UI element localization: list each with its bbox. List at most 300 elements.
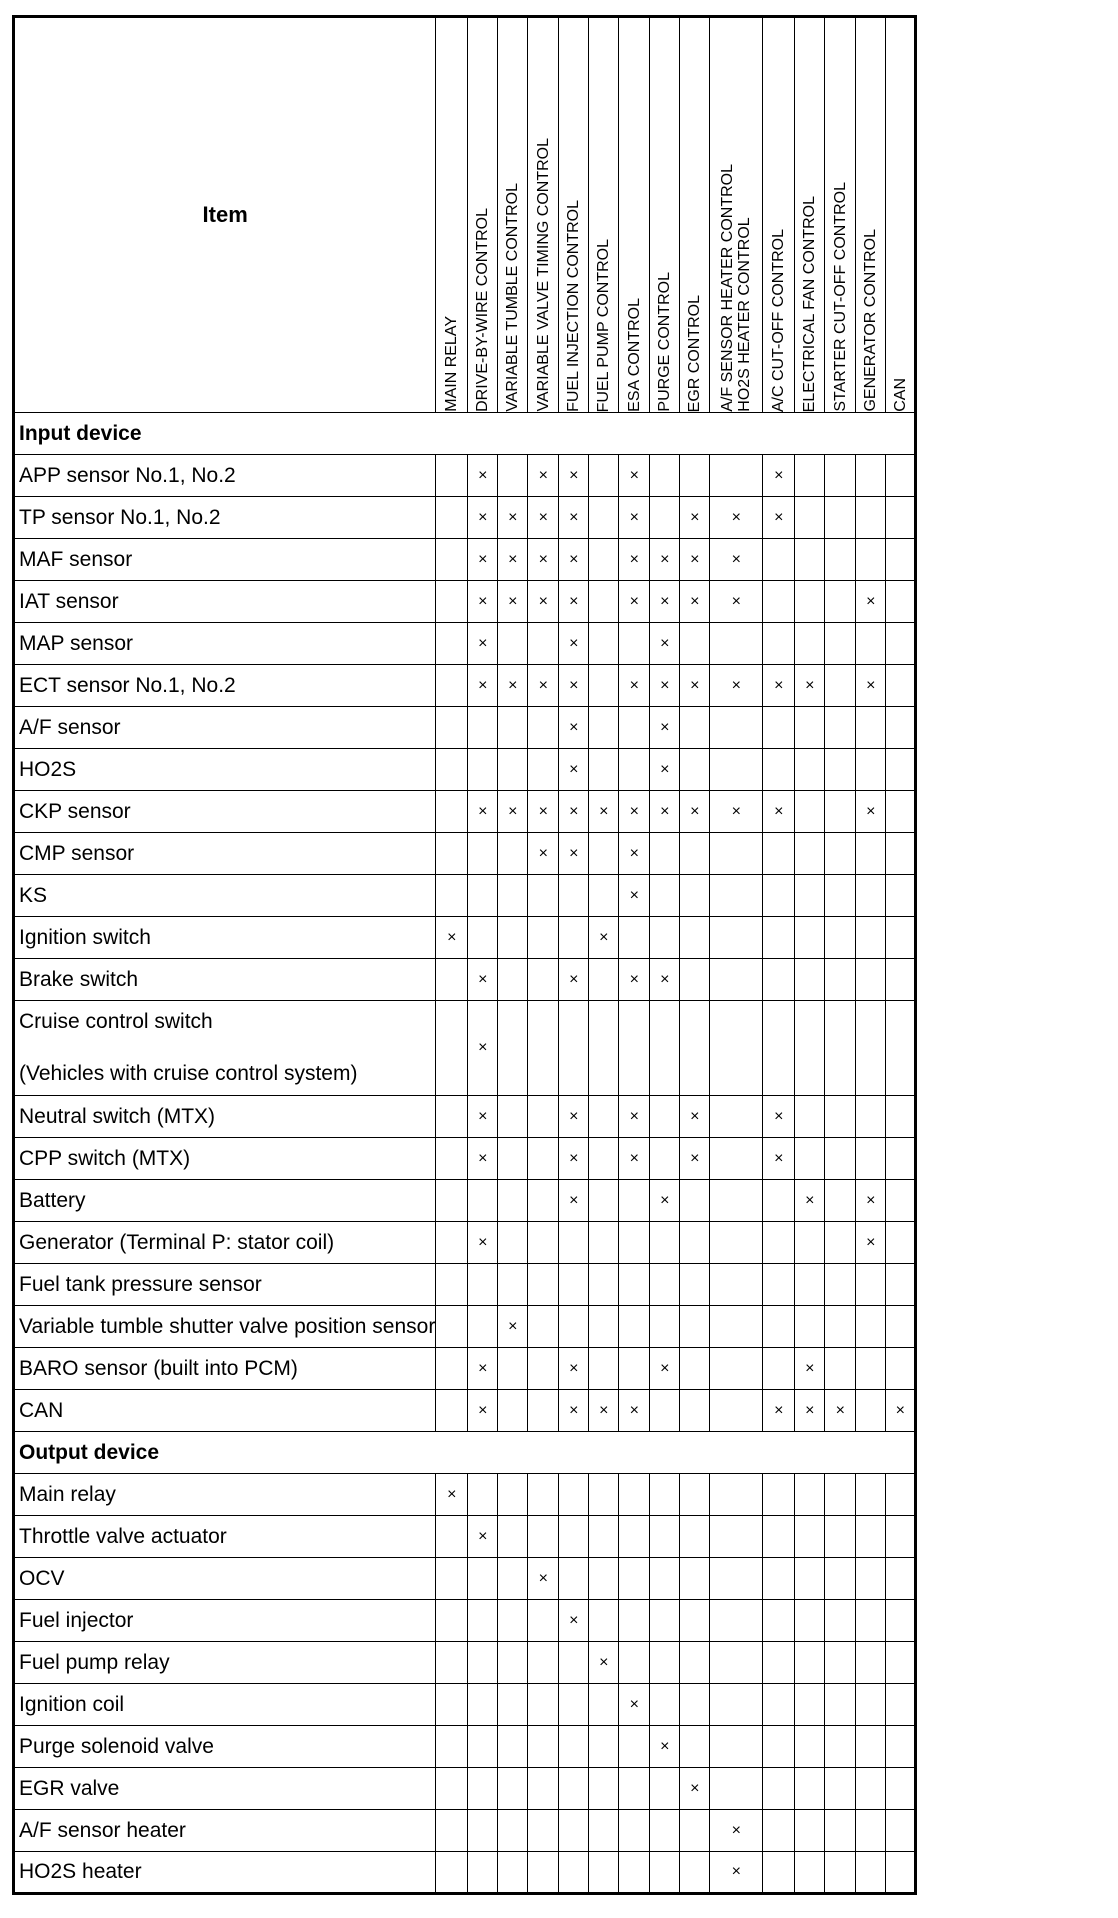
matrix-cell <box>825 1642 856 1684</box>
matrix-cell <box>619 707 650 749</box>
matrix-cell <box>825 707 856 749</box>
matrix-cell <box>559 623 589 665</box>
row-label-cell <box>14 1516 436 1558</box>
control-matrix-table <box>12 15 917 1895</box>
matrix-cell <box>528 1600 559 1642</box>
row-label-note: (Vehicles with cruise control system) <box>19 1062 358 1085</box>
row-label-cell <box>14 749 436 791</box>
table-row <box>14 1222 916 1264</box>
matrix-cell <box>710 749 763 791</box>
matrix-cell <box>498 1558 528 1600</box>
matrix-cell <box>825 1726 856 1768</box>
matrix-cell <box>680 1852 710 1894</box>
matrix-cell <box>795 1726 825 1768</box>
matrix-cell <box>619 1726 650 1768</box>
matrix-cell <box>825 1096 856 1138</box>
matrix-cell <box>856 1390 886 1432</box>
applies-mark: × <box>478 970 488 988</box>
matrix-cell <box>825 875 856 917</box>
table-row <box>14 581 916 623</box>
table-row <box>14 875 916 917</box>
matrix-cell <box>528 665 559 707</box>
matrix-cell <box>680 1180 710 1222</box>
matrix-cell <box>650 1222 680 1264</box>
applies-mark: × <box>599 1653 609 1671</box>
matrix-cell <box>436 1516 468 1558</box>
matrix-cell <box>468 1306 498 1348</box>
matrix-cell <box>468 1264 498 1306</box>
matrix-cell <box>589 917 619 959</box>
row-label: TP sensor No.1, No.2 <box>19 505 221 529</box>
matrix-cell <box>795 749 825 791</box>
matrix-cell <box>528 455 559 497</box>
table-row <box>14 1348 916 1390</box>
applies-mark: × <box>447 928 457 946</box>
matrix-cell <box>559 1138 589 1180</box>
applies-mark: × <box>731 1821 742 1839</box>
matrix-cell <box>589 1852 619 1894</box>
matrix-cell <box>619 1390 650 1432</box>
matrix-cell <box>886 1516 916 1558</box>
matrix-cell <box>468 1516 498 1558</box>
matrix-cell <box>436 1768 468 1810</box>
row-label: Generator (Terminal P: stator coil) <box>19 1230 335 1254</box>
row-label-cell <box>14 1726 436 1768</box>
matrix-cell <box>528 1222 559 1264</box>
applies-mark: × <box>569 508 579 526</box>
applies-mark: × <box>478 1233 488 1251</box>
matrix-cell <box>559 1348 589 1390</box>
matrix-cell <box>856 707 886 749</box>
matrix-cell <box>680 1684 710 1726</box>
matrix-cell <box>619 1222 650 1264</box>
matrix-cell <box>498 1180 528 1222</box>
row-label: A/F sensor heater <box>19 1818 186 1842</box>
matrix-cell <box>825 581 856 623</box>
matrix-cell <box>710 539 763 581</box>
matrix-cell <box>856 1180 886 1222</box>
matrix-cell <box>528 749 559 791</box>
matrix-cell <box>619 1768 650 1810</box>
matrix-cell <box>589 1390 619 1432</box>
column-header-label: ELECTRICAL FAN CONTROL <box>801 195 819 412</box>
matrix-cell <box>710 1264 763 1306</box>
matrix-cell <box>468 1001 498 1096</box>
matrix-cell <box>886 1180 916 1222</box>
matrix-cell <box>589 1264 619 1306</box>
matrix-cell <box>825 1306 856 1348</box>
matrix-cell <box>528 1726 559 1768</box>
matrix-cell <box>795 1684 825 1726</box>
matrix-cell <box>559 1222 589 1264</box>
matrix-cell <box>436 1138 468 1180</box>
matrix-cell <box>468 1558 498 1600</box>
matrix-cell <box>680 1138 710 1180</box>
matrix-cell <box>619 1474 650 1516</box>
matrix-cell <box>795 497 825 539</box>
matrix-cell <box>795 833 825 875</box>
applies-mark: × <box>569 1611 579 1629</box>
matrix-cell <box>650 917 680 959</box>
matrix-cell <box>710 1001 763 1096</box>
column-header <box>680 17 710 413</box>
row-label-cell <box>14 1306 436 1348</box>
applies-mark: × <box>660 1737 670 1755</box>
table-row <box>14 1516 916 1558</box>
matrix-cell <box>436 875 468 917</box>
matrix-cell <box>650 1516 680 1558</box>
matrix-cell <box>498 1516 528 1558</box>
matrix-cell <box>763 1138 795 1180</box>
matrix-cell <box>436 1600 468 1642</box>
matrix-cell <box>589 1642 619 1684</box>
matrix-cell <box>856 1516 886 1558</box>
table-row <box>14 791 916 833</box>
row-label-cell <box>14 1474 436 1516</box>
matrix-cell <box>825 1768 856 1810</box>
matrix-cell <box>619 875 650 917</box>
matrix-cell <box>436 1180 468 1222</box>
row-label: Ignition switch <box>19 925 151 949</box>
applies-mark: × <box>569 760 579 778</box>
matrix-cell <box>680 1306 710 1348</box>
matrix-cell <box>763 497 795 539</box>
column-header-label: STARTER CUT-OFF CONTROL <box>831 182 849 412</box>
matrix-cell <box>589 539 619 581</box>
matrix-cell <box>559 959 589 1001</box>
matrix-cell <box>856 1264 886 1306</box>
matrix-cell <box>559 455 589 497</box>
matrix-cell <box>528 1684 559 1726</box>
matrix-cell <box>498 1306 528 1348</box>
matrix-cell <box>619 623 650 665</box>
matrix-cell <box>710 1684 763 1726</box>
matrix-cell <box>680 1096 710 1138</box>
applies-mark: × <box>629 844 640 862</box>
matrix-cell <box>498 1684 528 1726</box>
matrix-cell <box>795 1222 825 1264</box>
matrix-cell <box>886 959 916 1001</box>
matrix-cell <box>619 1852 650 1894</box>
matrix-cell <box>619 791 650 833</box>
matrix-cell <box>763 623 795 665</box>
matrix-cell <box>498 1138 528 1180</box>
section-title: Output device <box>14 1432 916 1474</box>
matrix-cell <box>680 1222 710 1264</box>
matrix-cell <box>528 1810 559 1852</box>
row-label-cell <box>14 833 436 875</box>
matrix-cell <box>680 1600 710 1642</box>
row-label-cell <box>14 1222 436 1264</box>
table-row <box>14 833 916 875</box>
matrix-cell <box>856 917 886 959</box>
matrix-cell <box>763 1810 795 1852</box>
matrix-cell <box>498 1642 528 1684</box>
matrix-cell <box>856 1306 886 1348</box>
matrix-cell <box>886 1642 916 1684</box>
matrix-cell <box>650 1684 680 1726</box>
matrix-cell <box>436 581 468 623</box>
matrix-cell <box>795 1306 825 1348</box>
matrix-cell <box>619 1810 650 1852</box>
matrix-cell <box>710 665 763 707</box>
matrix-cell <box>559 1474 589 1516</box>
matrix-cell <box>763 1264 795 1306</box>
matrix-cell <box>528 1642 559 1684</box>
matrix-cell <box>763 1768 795 1810</box>
matrix-cell <box>763 1642 795 1684</box>
matrix-cell <box>680 1264 710 1306</box>
matrix-cell <box>710 1852 763 1894</box>
matrix-cell <box>468 1600 498 1642</box>
matrix-cell <box>559 1390 589 1432</box>
matrix-cell <box>710 1600 763 1642</box>
applies-mark: × <box>508 508 518 526</box>
column-header <box>886 17 916 413</box>
row-label-cell <box>14 959 436 1001</box>
applies-mark: × <box>774 802 784 820</box>
matrix-cell <box>619 1180 650 1222</box>
applies-mark: × <box>660 676 670 694</box>
table-row <box>14 1600 916 1642</box>
matrix-cell <box>856 1558 886 1600</box>
table-row <box>14 1684 916 1726</box>
matrix-cell <box>825 1001 856 1096</box>
section-title: Input device <box>14 413 916 455</box>
matrix-cell <box>886 581 916 623</box>
matrix-cell <box>763 875 795 917</box>
matrix-cell <box>650 623 680 665</box>
applies-mark: × <box>599 802 609 820</box>
matrix-cell <box>886 1768 916 1810</box>
applies-mark: × <box>660 592 670 610</box>
applies-mark: × <box>478 550 488 568</box>
column-header-label: ESA CONTROL <box>625 298 643 412</box>
matrix-cell <box>886 791 916 833</box>
matrix-cell <box>436 539 468 581</box>
matrix-cell <box>856 623 886 665</box>
matrix-cell <box>886 1558 916 1600</box>
row-label: HO2S <box>19 757 77 781</box>
matrix-cell <box>680 1810 710 1852</box>
matrix-cell <box>680 749 710 791</box>
matrix-cell <box>436 1222 468 1264</box>
matrix-cell <box>680 959 710 1001</box>
matrix-cell <box>528 1306 559 1348</box>
matrix-cell <box>680 1390 710 1432</box>
applies-mark: × <box>805 676 815 694</box>
applies-mark: × <box>731 508 742 526</box>
matrix-cell <box>589 497 619 539</box>
matrix-cell <box>795 1096 825 1138</box>
matrix-cell <box>680 455 710 497</box>
column-header-label: EGR CONTROL <box>686 294 704 412</box>
matrix-cell <box>436 791 468 833</box>
applies-mark: × <box>774 1107 784 1125</box>
applies-mark: × <box>731 592 742 610</box>
table-row <box>14 749 916 791</box>
matrix-cell <box>886 665 916 707</box>
table-row <box>14 1810 916 1852</box>
matrix-cell <box>763 539 795 581</box>
applies-mark: × <box>538 508 549 526</box>
matrix-cell <box>528 1852 559 1894</box>
applies-mark: × <box>690 550 700 568</box>
matrix-cell <box>468 833 498 875</box>
row-label: Purge solenoid valve <box>19 1734 214 1758</box>
matrix-cell <box>498 707 528 749</box>
matrix-cell <box>589 1348 619 1390</box>
applies-mark: × <box>774 676 784 694</box>
matrix-cell <box>763 1348 795 1390</box>
matrix-cell <box>710 497 763 539</box>
matrix-cell <box>680 1726 710 1768</box>
matrix-cell <box>763 1684 795 1726</box>
matrix-cell <box>589 1810 619 1852</box>
table-row <box>14 1726 916 1768</box>
matrix-cell <box>680 665 710 707</box>
applies-mark: × <box>660 970 670 988</box>
matrix-cell <box>763 665 795 707</box>
matrix-cell <box>886 707 916 749</box>
matrix-cell <box>528 539 559 581</box>
matrix-cell <box>589 1001 619 1096</box>
applies-mark: × <box>731 1863 742 1880</box>
row-label-cell <box>14 1768 436 1810</box>
matrix-cell <box>498 833 528 875</box>
matrix-cell <box>589 1684 619 1726</box>
matrix-cell <box>710 1726 763 1768</box>
applies-mark: × <box>690 1107 700 1125</box>
column-header <box>528 17 559 413</box>
applies-mark: × <box>660 634 670 652</box>
row-label: ECT sensor No.1, No.2 <box>19 673 236 697</box>
applies-mark: × <box>478 592 488 610</box>
table-row <box>14 1474 916 1516</box>
applies-mark: × <box>508 802 518 820</box>
column-header <box>589 17 619 413</box>
matrix-cell <box>589 707 619 749</box>
matrix-cell <box>619 539 650 581</box>
matrix-cell <box>650 1642 680 1684</box>
table-row <box>14 1001 916 1096</box>
matrix-cell <box>795 1810 825 1852</box>
matrix-cell <box>886 917 916 959</box>
matrix-cell <box>650 539 680 581</box>
matrix-cell <box>886 1222 916 1264</box>
applies-mark: × <box>866 802 876 820</box>
matrix-cell <box>528 1138 559 1180</box>
matrix-cell <box>825 1852 856 1894</box>
matrix-cell <box>825 749 856 791</box>
applies-mark: × <box>805 1359 815 1377</box>
matrix-cell <box>436 1726 468 1768</box>
matrix-cell <box>710 1222 763 1264</box>
matrix-cell <box>468 623 498 665</box>
matrix-cell <box>468 1642 498 1684</box>
column-header <box>468 17 498 413</box>
applies-mark: × <box>508 676 518 694</box>
row-label: Main relay <box>19 1482 116 1506</box>
matrix-cell <box>498 623 528 665</box>
matrix-cell <box>763 833 795 875</box>
matrix-cell <box>559 1726 589 1768</box>
matrix-cell <box>559 1768 589 1810</box>
matrix-cell <box>763 791 795 833</box>
matrix-cell <box>795 1852 825 1894</box>
matrix-cell <box>589 875 619 917</box>
matrix-cell <box>886 749 916 791</box>
matrix-cell <box>763 1096 795 1138</box>
matrix-cell <box>825 623 856 665</box>
matrix-cell <box>886 1810 916 1852</box>
matrix-cell <box>795 1180 825 1222</box>
matrix-cell <box>856 875 886 917</box>
applies-mark: × <box>866 1191 876 1209</box>
matrix-cell <box>710 623 763 665</box>
matrix-cell <box>856 1726 886 1768</box>
matrix-cell <box>589 665 619 707</box>
matrix-cell <box>589 1516 619 1558</box>
applies-mark: × <box>478 1401 488 1419</box>
applies-mark: × <box>690 1779 700 1797</box>
matrix-cell <box>589 1222 619 1264</box>
applies-mark: × <box>569 676 579 694</box>
matrix-cell <box>710 1348 763 1390</box>
matrix-cell <box>825 1264 856 1306</box>
applies-mark: × <box>895 1401 906 1419</box>
row-label-cell <box>14 1810 436 1852</box>
table-row <box>14 1306 916 1348</box>
column-header <box>856 17 886 413</box>
applies-mark: × <box>508 592 518 610</box>
matrix-cell <box>763 1474 795 1516</box>
matrix-cell <box>498 917 528 959</box>
matrix-cell <box>856 539 886 581</box>
applies-mark: × <box>478 508 488 526</box>
matrix-cell <box>559 1852 589 1894</box>
matrix-cell <box>468 581 498 623</box>
matrix-cell <box>528 959 559 1001</box>
matrix-cell <box>589 1306 619 1348</box>
matrix-cell <box>528 1390 559 1432</box>
matrix-cell <box>650 707 680 749</box>
matrix-cell <box>559 791 589 833</box>
matrix-cell <box>498 1096 528 1138</box>
row-label: Throttle valve actuator <box>19 1524 227 1548</box>
matrix-cell <box>795 1001 825 1096</box>
matrix-cell <box>795 1768 825 1810</box>
applies-mark: × <box>660 1191 670 1209</box>
matrix-cell <box>619 1642 650 1684</box>
applies-mark: × <box>629 1401 640 1419</box>
row-label-cell <box>14 623 436 665</box>
matrix-cell <box>436 1810 468 1852</box>
applies-mark: × <box>569 634 579 652</box>
matrix-cell <box>886 1138 916 1180</box>
applies-mark: × <box>805 1191 815 1209</box>
row-label: Battery <box>19 1188 86 1212</box>
applies-mark: × <box>629 1695 640 1713</box>
matrix-cell <box>856 1852 886 1894</box>
applies-mark: × <box>569 550 579 568</box>
matrix-cell <box>589 959 619 1001</box>
matrix-cell <box>886 1306 916 1348</box>
matrix-cell <box>710 833 763 875</box>
row-label-cell <box>14 791 436 833</box>
matrix-cell <box>650 1306 680 1348</box>
matrix-cell <box>528 581 559 623</box>
